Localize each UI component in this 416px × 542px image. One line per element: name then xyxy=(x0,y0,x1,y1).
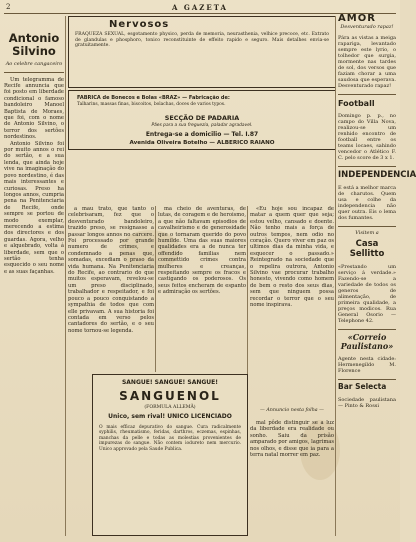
ad-line: Unico, sem rival! UNICO LICENCIADO xyxy=(108,413,232,420)
divider xyxy=(338,379,396,380)
ad-title: Nervosos xyxy=(109,19,170,30)
running-header xyxy=(0,3,400,13)
ad-correio-body: Agente nesta cidade: Hermenegildo M. Florence xyxy=(338,356,396,374)
column-2 xyxy=(68,206,154,372)
casa-pre: Visitem a xyxy=(355,230,379,236)
column-4 xyxy=(250,206,334,406)
article-body: «Eu hoje sou incapaz de matar a quem quer que seja; estou velho, cansado e doente. Não tenho mais a força de outros tempos, nem odio no coração. Quero viver em paz os ultimos dias da minha vida, e esquecer o passado.» Reintegrado na sociedade que o repelira outrora, Antonio Silvino vae procurar trabalho honesto, vivendo como homem de bem o resto dos seus dias, sem que ninguem possa recordar o terror que o seu nome inspirava. xyxy=(250,206,334,309)
column-rule xyxy=(65,16,66,536)
column-rule xyxy=(155,206,156,372)
ad-section-note: Pães para a sua freguezia, paladar agradavel. xyxy=(151,123,253,128)
article-body: ma cheio de aventuras, de lutas, de coragem e de heroismo, a que não faltavam episodios de cavalheirismo e de generosidade que o tornaram querido do povo humilde. Uma das suas maiores qualidades era a de nunca ter offendido familias nem commettido crimes contra mulheres e creanças, respeitando sempre os fracos e castigando os poderosos. Os seus feitos encheram de espanto e admiração os sertões. xyxy=(158,206,246,296)
page-number: 2 xyxy=(6,3,11,11)
column-antonio-silvino xyxy=(4,16,64,536)
divider xyxy=(338,166,396,167)
ad-line: (FORMULA ALLEMÃ) xyxy=(144,405,196,410)
column-3 xyxy=(158,206,246,356)
newspaper-name: A GAZETA xyxy=(172,3,228,12)
ad-bar-selecta-body: Sociedade paulistana — Pinto & Rossi xyxy=(338,396,396,409)
article-body: a mau trato, que tanto o celebrisaram, fez que o desventurado bandoleiro, trazido preso, se resignasse a passar longos annos no carcere. Foi processado por grande numero de crimes, e condemnado a penas que, somadas, excediam o praso da vida humana. Na Penitenciaria do Recife, ao contrario do que muitos esperavam, revelou-se um preso disciplinado, trabalhador e respeitador, e foi pouco a pouco conquistando a sympathia de todos que com elle privavam. A sua historia foi contada em verso pelos cantadores do sertão, e o seu nome tornou-se legenda. xyxy=(68,206,154,334)
article-body: mal pôde distinguir se a luz da liberdade era realidade ou sonho. Saiu da prisão amparado por amigos, lagrimas nos olhos, e disse que ia para a terra natal morrer em paz. xyxy=(250,420,334,459)
divider xyxy=(338,329,396,330)
ad-line: SANGUE! SANGUE! SANGUE! xyxy=(121,379,219,386)
divider xyxy=(338,226,396,227)
amor-subtitle: Desventurado rapaz! xyxy=(340,24,394,30)
ad-subtext: Talharins, massas finas, biscoitos, bolachas, doces de varios typos. xyxy=(77,102,226,107)
ad-sanguenol xyxy=(92,374,248,536)
ad-body: FRAQUEZA SEXUAL, esgotamento physico, perda de memoria, neurasthenia, velhice precoce, etc. Extrato de glandulas e phosphoro, tonico reconstituinte de effeito rapido e seguro. Mais detalhes envia-se gratuitamente. xyxy=(75,32,329,49)
section-title-amor: AMOR xyxy=(338,13,376,24)
ad-section: SECÇÃO DE PADARIA xyxy=(164,114,240,122)
column-rule xyxy=(335,16,336,536)
ad-casa-sellitto-title: Casa Sellitto xyxy=(349,239,385,259)
ad-nervosos xyxy=(68,16,336,88)
ad-product-name: SANGUENOL xyxy=(119,389,221,403)
article-title: Antonio Silvino xyxy=(8,31,60,58)
article-body: Antonio Silvino foi por muito annos o rei do sertão, e a sua lenda, que ainda hoje vive na imaginação do povo nordestino, é das mais interessantes e curiosas. Preso ha longos annos, cumpria pena na Penitenciaria de Recife, onde sempre se portou de modo exemplar, merecendo a estima dos directores e dos guardas. Agora, velho e alquebrado, volta á liberdade, sem que o sertão tenha esquecido o seu nome e as suas façanhas. xyxy=(4,140,64,275)
ads-block xyxy=(68,16,334,202)
column-right xyxy=(338,13,416,536)
article-subtitle: Ao celebre cangaceiro xyxy=(5,61,63,67)
column-2-lower xyxy=(68,374,88,534)
ad-address: Avenida Oliveira Botelho — ALBERICO RAIANO xyxy=(129,140,275,146)
divider xyxy=(4,72,64,73)
ad-heading: FABRICA de Bonecos e Bolas «BRAZ» — Fabricação de: xyxy=(77,95,230,101)
annuncio-note: — Annuncio nesta folha — xyxy=(260,408,324,413)
ad-delivery: Entrega-se a domicilio — Tel. I.87 xyxy=(145,131,259,138)
ad-bar-selecta-title: Bar Selecta xyxy=(338,382,387,391)
ad-body: O mais efficaz depurativo do sangue. Cura radicalmente syphilis, rheumatismo, feridas, darthros, eczemas, espinhas, manchas da pelle e todas as molestias provenientes de impurezas do sangue. Não contem iodureto nem mercurio. Unico approvado pela Saude Publica. xyxy=(99,425,241,452)
ad-independencia-body: E está a melhor marca de charutos. Quem usa e colhe da independencia não quer outra. Eis o lema dos fumantes. xyxy=(338,185,396,221)
column-4-lower xyxy=(250,420,334,534)
ad-correio-title: «Correio Paulistano» xyxy=(340,332,394,351)
section-title-football: Football xyxy=(338,99,375,108)
ad-independencia-title: INDEPENDENCIA xyxy=(338,170,416,180)
ad-casa-sellitto-body: «Prestando um serviço á verdade.» Fazendo-se a variedade de todos os generos de alimentação, de primeira qualidade, a preços modicos. Rua General Osorio — Telephone 42. xyxy=(338,264,396,324)
ad-fabrica xyxy=(68,90,336,150)
divider xyxy=(338,94,396,95)
football-body: Domingo p. p., no campo do Villa Nova, realizou-se um renhido encontro de football entre os teams locaes, sahindo vencedor o Atlético F. C. pelo score de 3 x 1. xyxy=(338,113,396,161)
amor-body: Pára as vistas a meiga rapariga, levantado sempre este lyrio, o tolhedor que surgia, mormente nas tardes de sol, dos versos que faziam chorar a uma saudosa que esperava. Desventurado rapaz! xyxy=(338,35,396,89)
article-intro: Um telegramma de Recife annuncia que foi posto em liberdade condicional o famoso bandoleiro Manoel Baptista de Moraes, que foi, com o nome de Antonio Silvino, o terror dos sertões nordestinos. xyxy=(4,76,64,141)
